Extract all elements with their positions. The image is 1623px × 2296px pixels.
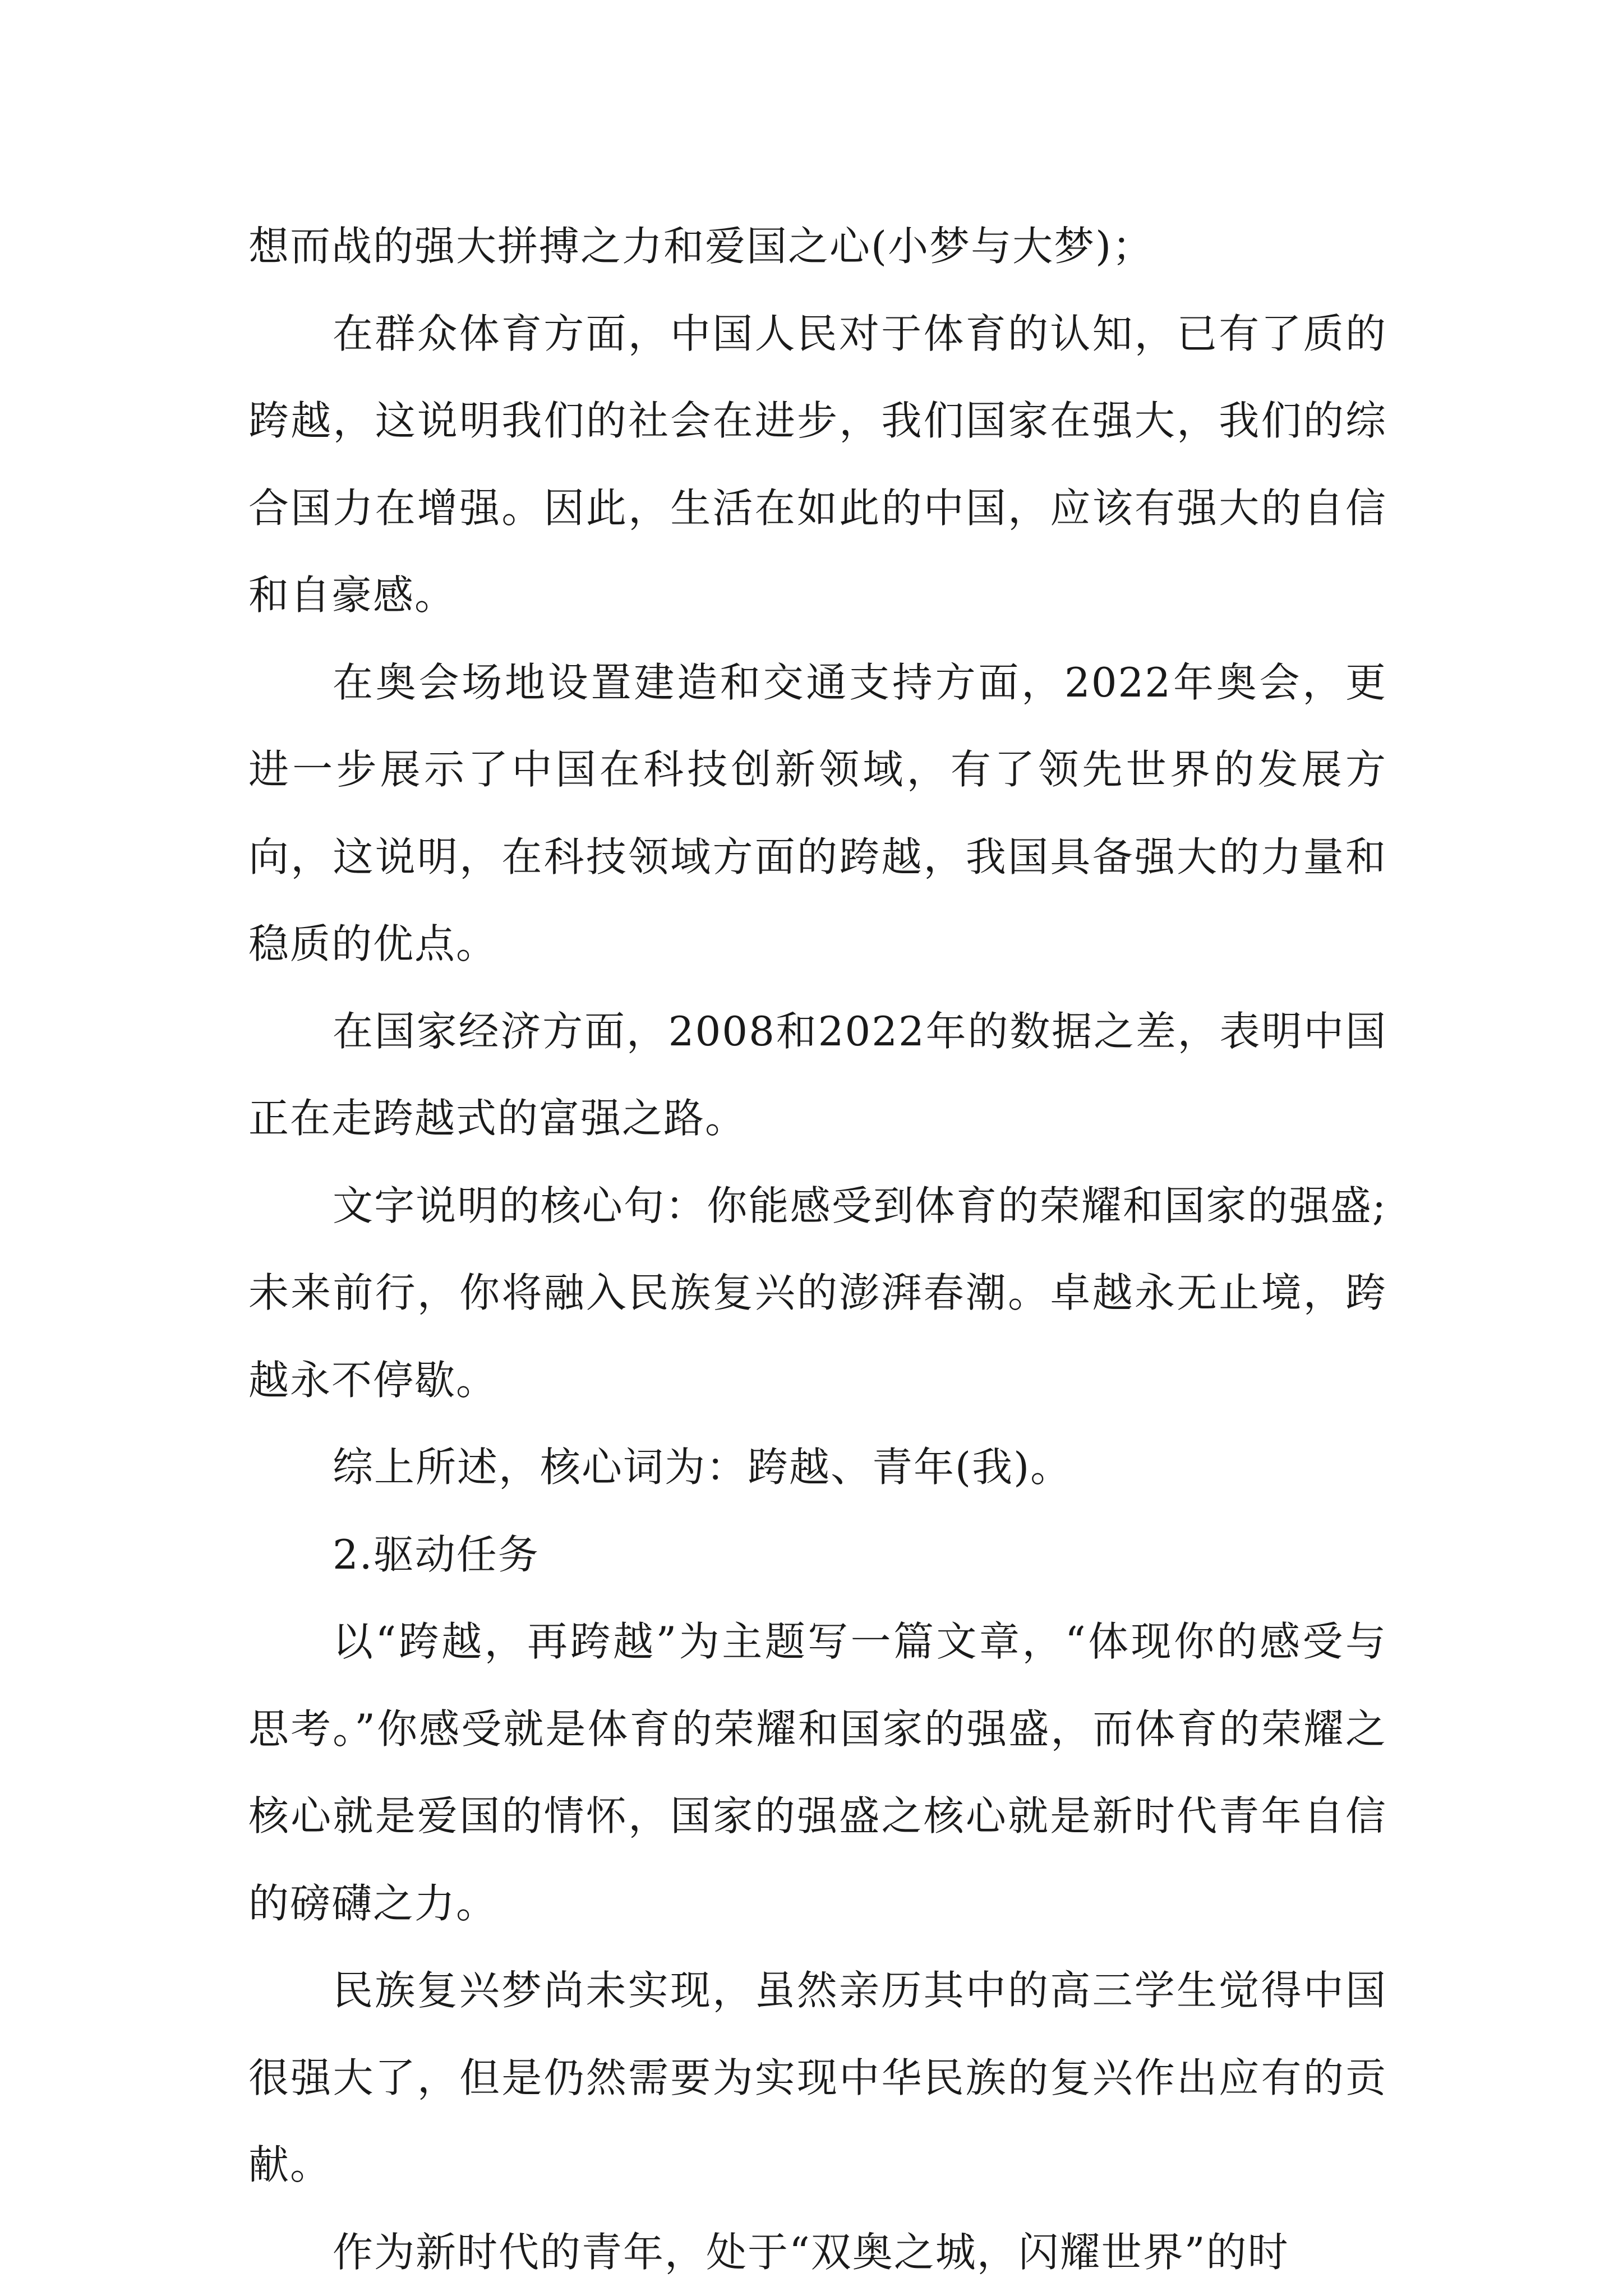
paragraph-venues-transport: 在奥会场地设置建造和交通支持方面，2022年奥会，更进一步展示了中国在科技创新领域，有了领先世界的发展方向，这说明，在科技领域方面的跨越，我国具备强大的力量和稳质的优点。 <box>248 639 1387 988</box>
paragraph-economy: 在国家经济方面，2008和2022年的数据之差，表明中国正在走跨越式的富强之路。 <box>248 988 1387 1163</box>
paragraph-continuation: 想而战的强大拼搏之力和爱国之心(小梦与大梦)； <box>248 203 1387 291</box>
document-body <box>248 203 1387 2296</box>
paragraph-summary: 综上所述，核心词为：跨越、青年(我)。 <box>248 1424 1387 1511</box>
paragraph-core-sentence: 文字说明的核心句：你能感受到体育的荣耀和国家的强盛;未来前行，你将融入民族复兴的澎湃春潮。卓越永无止境，跨越永不停歇。 <box>248 1163 1387 1424</box>
paragraph-task-theme: 以“跨越，再跨越”为主题写一篇文章，“体现你的感受与思考。”你感受就是体育的荣耀和国家的强盛，而体育的荣耀之核心就是爱国的情怀，国家的强盛之核心就是新时代青年自信的磅礴之力。 <box>248 1598 1387 1947</box>
paragraph-mass-sports: 在群众体育方面，中国人民对于体育的认知，已有了质的跨越，这说明我们的社会在进步，我们国家在强大，我们的综合国力在增强。因此，生活在如此的中国，应该有强大的自信和自豪感。 <box>248 291 1387 639</box>
section-heading-driving-task: 2.驱动任务 <box>248 1511 1387 1599</box>
paragraph-new-era-youth: 作为新时代的青年，处于“双奥之城，闪耀世界”的时 <box>248 2209 1387 2296</box>
paragraph-national-rejuvenation: 民族复兴梦尚未实现，虽然亲历其中的高三学生觉得中国很强大了，但是仍然需要为实现中华民族的复兴作出应有的贡献。 <box>248 1947 1387 2209</box>
